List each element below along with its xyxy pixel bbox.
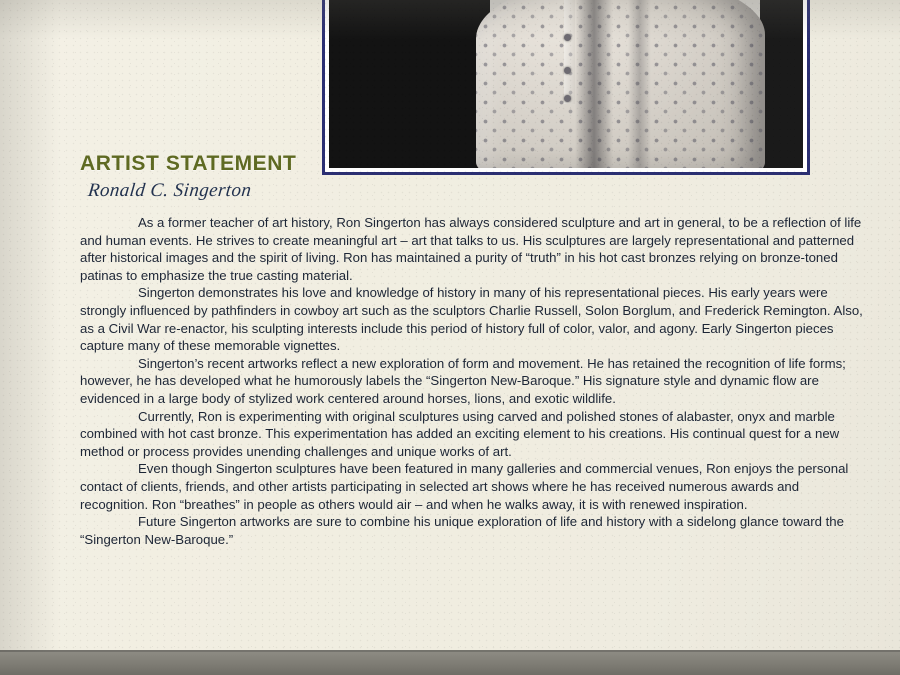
photo-dark-right	[760, 0, 803, 168]
page-title: ARTIST STATEMENT	[80, 152, 297, 175]
photo-button-placket	[564, 0, 576, 104]
statement-body	[80, 214, 865, 548]
photo-button-icon	[564, 67, 571, 74]
photo-fold-shadow	[575, 0, 613, 168]
statement-paragraph: Currently, Ron is experimenting with original sculptures using carved and polished stones of alabaster, onyx and marble combined with hot cast bronze. This experimentation has added an exciting element to his creations. His continual quest for a new method or process provides unending challenges and unique works of art.	[80, 408, 840, 459]
statement-paragraph: Future Singerton artworks are sure to combine his unique exploration of life and history with a sidelong glance toward the “Singerton New-Baroque.”	[80, 514, 844, 547]
statement-paragraph: As a former teacher of art history, Ron Singerton has always considered sculpture and art in general, to be a reflection of life and human events. He strives to create meaningful art – art that talks to us. His sculptures are largely representational and patterned after historical images and the spirit of living. Ron has maintained a purity of “truth” in his hot cast bronzes relying on bronze-toned patinas to emphasize the true casting material.	[80, 215, 862, 283]
background-surface-band	[0, 652, 900, 675]
photo-dark-left	[329, 0, 490, 168]
statement-content	[80, 152, 865, 548]
artist-signature: Ronald C. Singerton	[86, 180, 253, 201]
photograph-frame	[322, 0, 810, 175]
photo-fold-shadow-secondary	[628, 0, 652, 168]
photograph-image	[329, 0, 803, 168]
statement-paragraph: Singerton’s recent artworks reflect a new exploration of form and movement. He has retained the recognition of life forms; however, he has developed what he humorously labels the “Singerton New-Baroque.” His signature style and dynamic flow are evidenced in a large body of stylized work centered around horses, lions, and exotic wildlife.	[80, 355, 846, 406]
photo-polka-dots	[476, 0, 765, 168]
statement-paragraph: Singerton demonstrates his love and knowledge of history in many of his representational pieces. His early years were strongly influenced by pathfinders in cowboy art such as the sculptors Charlie Russell, Solon Borglum, and Frederick Remington. Also, as a Civil War re-enactor, his sculpting interests include this period of history full of color, valor, and agony. Early Singerton pieces capture many of these memorable vignettes.	[80, 285, 863, 354]
statement-paragraph: Even though Singerton sculptures have been featured in many galleries and commercial venues, Ron enjoys the personal contact of clients, friends, and other artists participating in selected art shows where he has received numerous awards and recognition. Ron “breathes” in people as others would air – and when he walks away, it is with renewed inspiration.	[80, 461, 849, 512]
